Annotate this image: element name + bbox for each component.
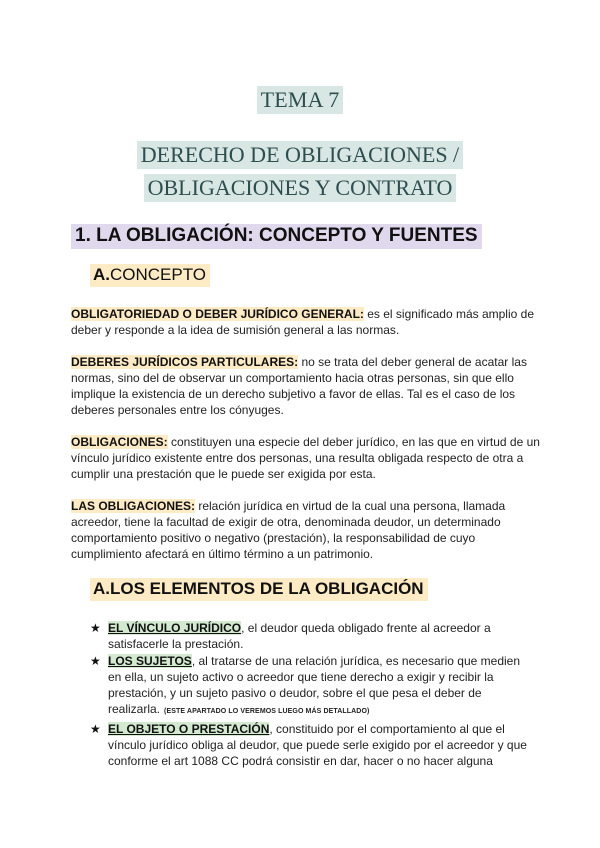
list-item-term: EL OBJETO O PRESTACIÓN bbox=[108, 722, 270, 736]
section-1-heading-text: 1. LA OBLIGACIÓN: CONCEPTO Y FUENTES bbox=[71, 224, 482, 249]
paragraph-deberes bbox=[71, 354, 541, 418]
subsection-b-heading bbox=[90, 578, 428, 601]
tema-title-text: TEMA 7 bbox=[257, 86, 344, 114]
subtitle-line-2-text: OBLIGACIONES Y CONTRATO bbox=[144, 174, 457, 202]
subtitle-line-2 bbox=[0, 174, 600, 202]
section-1-heading bbox=[71, 224, 482, 249]
list-item bbox=[90, 653, 530, 720]
list-item-term: EL VÍNCULO JURÍDICO bbox=[108, 621, 242, 635]
star-bullet-icon: ★ bbox=[90, 722, 101, 736]
paragraph-text: constituyen una especie del deber jurídico, en las que en virtud de un vínculo jurídico existente entre dos personas, una resulta obligada respecto de otra a cumplir una prestación que le puede ser exigida por esta. bbox=[71, 435, 540, 481]
paragraph-term: LAS OBLIGACIONES: bbox=[71, 499, 196, 513]
paragraph-term: OBLIGACIONES: bbox=[71, 435, 168, 449]
subsection-a-heading-box bbox=[90, 264, 210, 287]
list-item bbox=[90, 620, 530, 652]
paragraph-obligatoriedad bbox=[71, 306, 541, 338]
list-item-text: , constituido por el comportamiento al que el vínculo jurídico obliga al deudor, que puede serle exigido por el acreedor y que conforme el art 1088 CC podrá consistir en dar, hacer o no hacer alguna bbox=[108, 722, 527, 768]
subtitle-line-1 bbox=[0, 141, 600, 169]
list-item-text: , al tratarse de una relación jurídica, es necesario que medien en ella, un sujeto activo o acreedor que tiene derecho a exigir y recibir la prestación, y un sujeto pasivo o deudor, sobre el que pesa el deber de realizarla. bbox=[108, 654, 521, 716]
list-item-text: , el deudor queda obligado frente al acreedor a satisfacerle la prestación. bbox=[108, 621, 491, 651]
paragraph-term: DEBERES JURÍDICOS PARTICULARES: bbox=[71, 355, 299, 369]
elements-list bbox=[90, 620, 530, 769]
subsection-a-letter: A. bbox=[93, 265, 110, 284]
tema-title bbox=[0, 86, 600, 114]
subsection-a-heading bbox=[90, 264, 210, 287]
subtitle-line-1-text: DERECHO DE OBLIGACIONES / bbox=[137, 141, 463, 169]
paragraph-text: es el significado más amplio de deber y responde a la idea de sumisión general a las normas. bbox=[71, 307, 534, 337]
star-bullet-icon: ★ bbox=[90, 621, 101, 635]
star-bullet-icon: ★ bbox=[90, 654, 101, 668]
paragraph-text: relación jurídica en virtud de la cual una persona, llamada acreedor, tiene la facultad de exigir de otra, denominada deudor, un determinado comportamiento positivo o negativo (prestación), la responsabilidad de cuyo cumplimiento afectará en último término a un patrimonio. bbox=[71, 499, 506, 561]
paragraph-text: no se trata del deber general de acatar las normas, sino del de observar un comportamiento hacia otras personas, sin que ello implique la existencia de un derecho subjetivo a favor de ellas. Tal es el caso de los deberes personales entre los cónyuges. bbox=[71, 355, 527, 417]
list-item bbox=[90, 721, 530, 769]
list-item-note: (ESTE APARTADO LO VEREMOS LUEGO MÁS DETALLADO) bbox=[164, 708, 370, 715]
subsection-b-heading-text: A.LOS ELEMENTOS DE LA OBLIGACIÓN bbox=[90, 578, 428, 601]
list-item-term: LOS SUJETOS bbox=[108, 654, 192, 668]
paragraph-term: OBLIGATORIEDAD O DEBER JURÍDICO GENERAL: bbox=[71, 307, 364, 321]
paragraph-las-obligaciones bbox=[71, 498, 541, 562]
paragraph-obligaciones bbox=[71, 434, 541, 482]
subsection-a-text: CONCEPTO bbox=[110, 265, 207, 284]
